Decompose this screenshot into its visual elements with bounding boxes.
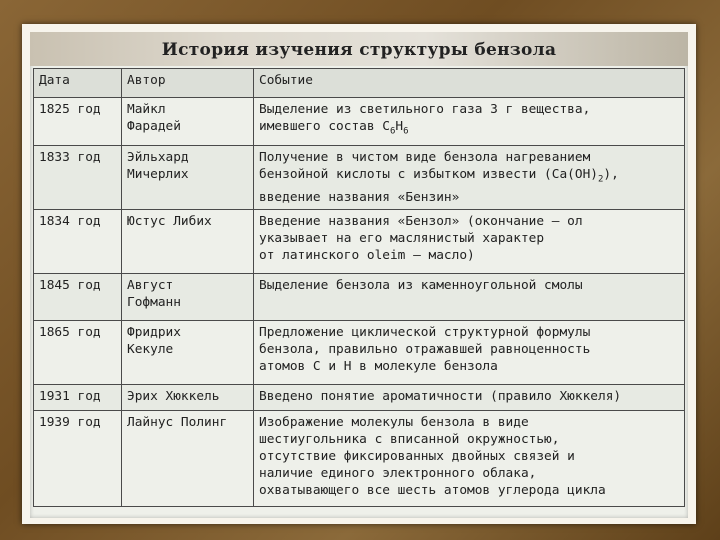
table-row [34, 210, 685, 274]
row-author: Лайнус Полинг [122, 411, 254, 507]
table-row [34, 411, 685, 507]
row-event: Введение названия «Бензол» (окончание – ол указывает на его маслянистый характер от латинского oleim – масло) [254, 210, 685, 274]
row-date: 1834 год [34, 210, 122, 274]
row-author: Майкл Фарадей [122, 98, 254, 146]
table-row [34, 385, 685, 411]
slide-title: История изучения структуры бензола [30, 32, 688, 66]
header-author: Автор [122, 69, 254, 98]
header-event: Событие [254, 69, 685, 98]
row-event: Введено понятие ароматичности (правило Хюккеля) [254, 385, 685, 411]
table-row [34, 98, 685, 146]
history-table [33, 68, 685, 507]
row-date: 1833 год [34, 146, 122, 210]
slide-content [30, 32, 688, 518]
row-date: 1939 год [34, 411, 122, 507]
row-date: 1931 год [34, 385, 122, 411]
row-event: Получение в чистом виде бензола нагреванием бензойной кислоты с избытком извести $(Ca(OH)_2)$, введение названия «Бензин» [254, 146, 685, 210]
row-date: 1865 год [34, 321, 122, 385]
row-author: Юстус Либих [122, 210, 254, 274]
row-author: Эйльхард Мичерлих [122, 146, 254, 210]
row-event: Выделение из светильного газа 3 г вещества, имевшего состав $C_6H_6$ [254, 98, 685, 146]
table-row [34, 274, 685, 321]
row-author: Август Гофманн [122, 274, 254, 321]
row-author: Фридрих Кекуле [122, 321, 254, 385]
header-date: Дата [34, 69, 122, 98]
row-date: 1825 год [34, 98, 122, 146]
table-row [34, 146, 685, 210]
table-row [34, 321, 685, 385]
table-header-row [34, 69, 685, 98]
row-event: Предложение циклической структурной формулы бензола, правильно отражавшей равноценность атомов C и H в молекуле бензола [254, 321, 685, 385]
row-event: Изображение молекулы бензола в виде шестиугольника с вписанной окружностью, отсутствие фиксированных двойных связей и наличие единого электронного облака, охватывающего все шесть атомов углерода цикла [254, 411, 685, 507]
row-event: Выделение бензола из каменноугольной смолы [254, 274, 685, 321]
slide [22, 24, 696, 524]
row-author: Эрих Хюккель [122, 385, 254, 411]
row-date: 1845 год [34, 274, 122, 321]
